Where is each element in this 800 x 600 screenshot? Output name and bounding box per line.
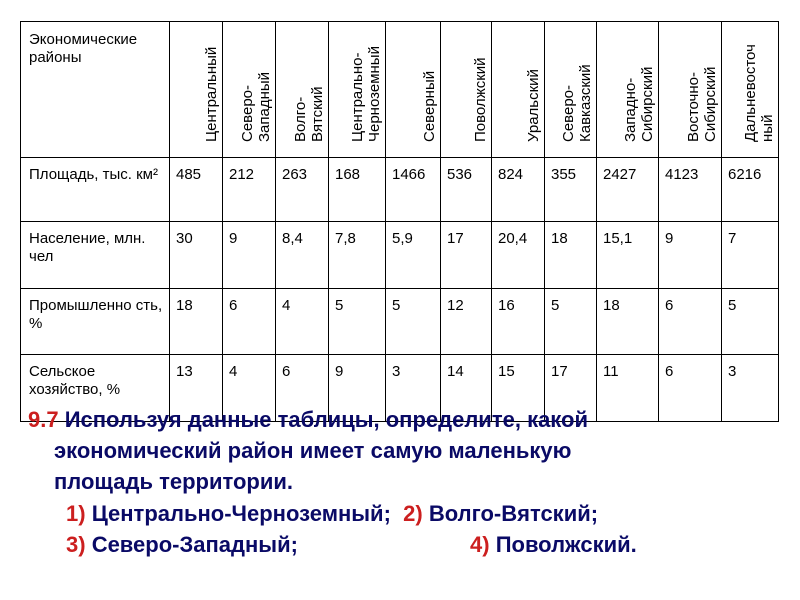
answer-option-4[interactable] — [470, 529, 637, 560]
table-cell: 3 — [386, 355, 441, 422]
table-cell: 6 — [223, 289, 276, 355]
question-text-line-1: Используя данные таблицы, определите, какой — [64, 407, 588, 432]
table-cell: 12 — [441, 289, 492, 355]
column-header — [597, 22, 659, 158]
column-header — [545, 22, 597, 158]
row-label: Население, млн. чел — [21, 222, 170, 289]
option-label: Северо-Западный; — [91, 532, 298, 557]
table-cell: 5 — [386, 289, 441, 355]
table-cell: 18 — [170, 289, 223, 355]
table-cell: 20,4 — [492, 222, 545, 289]
header-row — [21, 22, 779, 158]
table-cell: 5,9 — [386, 222, 441, 289]
column-header-label: Центрально- Черноземный — [349, 46, 383, 142]
table-cell: 1466 — [386, 158, 441, 222]
table-cell: 8,4 — [276, 222, 329, 289]
question-number: 9.7 — [28, 407, 59, 432]
question-line-1 — [28, 404, 588, 435]
table-cell: 6216 — [722, 158, 779, 222]
table-row — [21, 158, 779, 222]
table-cell: 30 — [170, 222, 223, 289]
column-header — [386, 22, 441, 158]
table-cell: 4123 — [659, 158, 722, 222]
column-header — [223, 22, 276, 158]
table-cell: 7,8 — [329, 222, 386, 289]
table-cell: 485 — [170, 158, 223, 222]
table-cell: 4 — [223, 355, 276, 422]
table-cell: 15 — [492, 355, 545, 422]
column-header — [276, 22, 329, 158]
table-cell: 9 — [659, 222, 722, 289]
table-cell: 6 — [659, 355, 722, 422]
row-label: Промышленно сть, % — [21, 289, 170, 355]
column-header — [492, 22, 545, 158]
answer-option-3[interactable] — [66, 529, 298, 560]
table-cell: 18 — [545, 222, 597, 289]
economic-regions-table — [20, 21, 779, 422]
question-text-line-3: площадь территории. — [54, 469, 294, 494]
table-cell: 9 — [223, 222, 276, 289]
column-header-label: Северо- Кавказский — [560, 64, 594, 142]
table-cell: 6 — [276, 355, 329, 422]
table-cell: 4 — [276, 289, 329, 355]
table-row — [21, 289, 779, 355]
corner-header: Экономические районы — [21, 22, 170, 158]
table-cell: 17 — [545, 355, 597, 422]
table-cell: 16 — [492, 289, 545, 355]
answer-option-1[interactable] — [66, 501, 391, 526]
column-header-label: Западно- Сибирский — [622, 66, 656, 142]
table-cell: 11 — [597, 355, 659, 422]
column-header-label: Волго- Вятский — [292, 86, 326, 142]
table-cell: 5 — [545, 289, 597, 355]
table-cell: 14 — [441, 355, 492, 422]
option-label: Волго-Вятский; — [428, 501, 599, 526]
column-header-label: Уральский — [525, 69, 542, 142]
column-header-label: Северо- Западный — [239, 71, 273, 142]
option-label: Поволжский. — [495, 532, 637, 557]
column-header — [329, 22, 386, 158]
column-header — [441, 22, 492, 158]
row-label: Сельское хозяйство, % — [21, 355, 170, 422]
table-cell: 355 — [545, 158, 597, 222]
option-number: 4) — [470, 532, 490, 557]
question-text-line-2: экономический район имеет самую маленькую — [54, 438, 572, 463]
table-cell: 13 — [170, 355, 223, 422]
table-cell: 9 — [329, 355, 386, 422]
table-cell: 15,1 — [597, 222, 659, 289]
table-cell: 536 — [441, 158, 492, 222]
table-cell: 7 — [722, 222, 779, 289]
column-header-label: Поволжский — [472, 57, 489, 142]
table-cell: 168 — [329, 158, 386, 222]
option-number: 1) — [66, 501, 86, 526]
table-cell: 824 — [492, 158, 545, 222]
row-label: Площадь, тыс. км² — [21, 158, 170, 222]
answer-option-2[interactable] — [403, 501, 598, 526]
column-header-label: Центральный — [203, 46, 220, 142]
column-header-label: Северный — [421, 70, 438, 142]
table-cell: 18 — [597, 289, 659, 355]
option-label: Центрально-Черноземный; — [91, 501, 391, 526]
column-header — [659, 22, 722, 158]
table-cell: 5 — [329, 289, 386, 355]
option-number: 3) — [66, 532, 86, 557]
column-header-label: Дальневосточ ный — [742, 44, 776, 142]
table-cell: 6 — [659, 289, 722, 355]
table-cell: 212 — [223, 158, 276, 222]
table-cell: 5 — [722, 289, 779, 355]
table-cell: 2427 — [597, 158, 659, 222]
answer-options-row-1 — [66, 498, 598, 529]
column-header — [722, 22, 779, 158]
column-header-label: Восточно- Сибирский — [685, 66, 719, 142]
table-row — [21, 222, 779, 289]
table-cell: 263 — [276, 158, 329, 222]
column-header — [170, 22, 223, 158]
option-number: 2) — [403, 501, 423, 526]
table-cell: 17 — [441, 222, 492, 289]
table-cell: 3 — [722, 355, 779, 422]
